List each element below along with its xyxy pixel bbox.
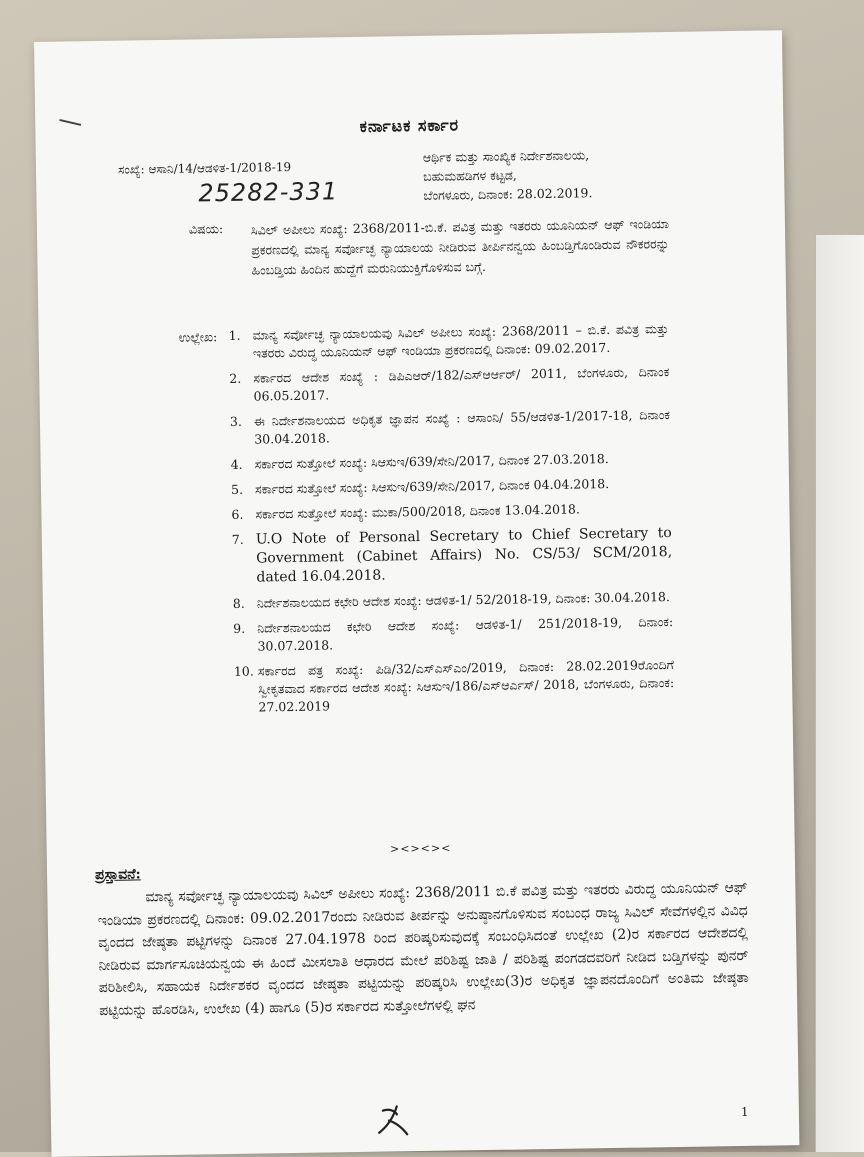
reference-number: 8. bbox=[232, 595, 245, 611]
reference-number: 9. bbox=[233, 620, 246, 636]
reference-item bbox=[231, 449, 671, 474]
reference-number: 1. bbox=[228, 327, 241, 343]
reference-item bbox=[230, 406, 671, 449]
reference-item bbox=[231, 474, 671, 499]
office-date-line: ಬೆಂಗಳೂರು, ದಿನಾಂಕ: 28.02.2019. bbox=[423, 185, 593, 203]
references-list bbox=[229, 320, 675, 724]
reference-text: U.O Note of Personal Secretary to Chief Secretary to Government (Cabinet Affairs) No. CS/53/ SCM/2018, dated 16.04.2018. bbox=[255, 525, 673, 586]
reference-text: ಮಾನ್ಯ ಸರ್ವೋಚ್ಛ ನ್ಯಾಯಾಲಯವು ಸಿವಿಲ್ ಅಪೀಲು ಸಂಖ್ಯೆ: 2368/2011 – ಬಿ.ಕೆ. ಪವಿತ್ರ ಮತ್ತು ಇತರರು ವಿರುದ್ಧ ಯೂನಿಯನ್ ಆಫ್ ಇಂಡಿಯಾ ಪ್ರಕರಣದಲ್ಲಿ ದಿನಾಂಕ: 09.02.2017. bbox=[252, 321, 669, 361]
reference-text: ಸರ್ಕಾರದ ಸುತ್ತೋಲೆ ಸಂಖ್ಯೆ: ಸಿಆಸುಇ/639/ಸೇನಿ/2017, ದಿನಾಂಕ 04.04.2018. bbox=[254, 476, 610, 497]
reference-item bbox=[229, 320, 670, 363]
reference-item bbox=[233, 588, 673, 613]
reference-text: ಸರ್ಕಾರದ ಸುತ್ತೋಲೆ ಸಂಖ್ಯೆ: ಮುಕಾ/500/2018, ದಿನಾಂಕ 13.04.2018. bbox=[255, 501, 581, 522]
office-address bbox=[423, 145, 593, 205]
reference-number: ಸಂಖ್ಯೆ: ಆಸಾನಿ/14/ಆಡಳಿತ-1/2018-19 bbox=[117, 159, 292, 177]
preamble-heading: ಪ್ರಸ್ತಾವನೆ: bbox=[94, 866, 141, 884]
reference-text: ಸರ್ಕಾರದ ಆದೇಶ ಸಂಖ್ಯೆ : ಡಿಪಿಎಆರ್/182/ಎಸ್ಆರ್ಆರ್/ 2011, ಬೆಂಗಳೂರು, ದಿನಾಂಕ 06.05.2017. bbox=[253, 364, 670, 404]
reference-text: ಈ ನಿರ್ದೇಶನಾಲಯದ ಅಧಿಕೃತ ಜ್ಞಾಪನ ಸಂಖ್ಯೆ : ಆಸಾಂನಿ/ 55/ಆಡಳಿತ-1/2017-18, ದಿನಾಂಕ 30.04.2018. bbox=[253, 407, 671, 447]
reference-text: ನಿರ್ದೇಶನಾಲಯದ ಕಛೇರಿ ಆದೇಶ ಸಂಖ್ಯೆ: ಆಡಳಿತ-1/ 52/2018-19, ದಿನಾಂಕ: 30.04.2018. bbox=[256, 589, 671, 611]
references-label: ಉಲ್ಲೇಖ: bbox=[178, 329, 218, 345]
reference-number: 6. bbox=[231, 506, 244, 522]
reference-item bbox=[233, 613, 674, 656]
reference-text: ಸರ್ಕಾರದ ಸುತ್ತೋಲೆ ಸಂಖ್ಯೆ: ಸಿಆಸುಇ/639/ಸೇನಿ/2017, ದಿನಾಂಕ 27.03.2018. bbox=[254, 451, 609, 472]
preamble-text: ಮಾನ್ಯ ಸರ್ವೋಚ್ಛ ನ್ಯಾಯಾಲಯವು ಸಿವಿಲ್ ಅಪೀಲು ಸಂಖ್ಯೆ: 2368/2011 ಬಿ.ಕೆ ಪವಿತ್ರ ಮತ್ತು ಇತರರು ವಿರುದ್ಧ ಯೂನಿಯನ್ ಆಫ್ ಇಂಡಿಯಾ ಪ್ರಕರಣದಲ್ಲಿ ದಿನಾಂಕ: 09.02.2017ರಂದು ನೀಡಿರುವ ತೀರ್ಪನ್ನು ಅನುಷ್ಠಾನಗೊಳಿಸುವ ಸಂಬಂಧ ರಾಜ್ಯ ಸಿವಿಲ್ ಸೇವೆಗಳಲ್ಲಿನ ವಿವಿಧ ವೃಂದದ ಜೇಷ್ಠತಾ ಪಟ್ಟಿಗಳನ್ನು ದಿನಾಂಕ 27.04.1978 ರಿಂದ ಪರಿಷ್ಕರಿಸುವುದಕ್ಕೆ ಸಂಬಂಧಿಸಿದಂತೆ ಉಲ್ಲೇಖ (2)ರ ಸರ್ಕಾರದ ಆದೇಶದಲ್ಲಿ ನೀಡಿರುವ ಮಾರ್ಗಸೂಚಿಯನ್ವಯ ಈ ಹಿಂದೆ ಮೀಸಲಾತಿ ಆಧಾರದ ಮೇಲೆ ಪರಿಶಿಷ್ಟ ಜಾತಿ / ಪರಿಶಿಷ್ಟ ಪಂಗಡದವರಿಗೆ ನೀಡಿದ ಬಡ್ತಿಗಳನ್ನು ಪುನರ್ ಪರಿಶೀಲಿಸಿ, ಸಹಾಯಕ ನಿರ್ದೇಶಕರ ವೃಂದದ ಜೇಷ್ಠತಾ ಪಟ್ಟಿಯನ್ನು ಪರಿಷ್ಕರಿಸಿ ಉಲ್ಲೇಖ(3)ರ ಅಧಿಕೃತ ಜ್ಞಾಪನದೊಂದಿಗೆ ಅಂತಿಮ ಜೇಷ್ಠತಾ ಪಟ್ಟಿಯನ್ನು ಹೊರಡಿಸಿ, ಉಲೇಖ (4) ಹಾಗೂ (5)ರ ಸರ್ಕಾರದ ಸುತ್ತೋಲೆಗಳಲ್ಲಿ ಘನ bbox=[97, 879, 749, 1019]
separator: ><><>< bbox=[389, 841, 452, 856]
reference-text: ನಿರ್ದೇಶನಾಲಯದ ಕಛೇರಿ ಆದೇಶ ಸಂಖ್ಯೆ: ಆಡಳಿತ-1/ 251/2018-19, ದಿನಾಂಕ: 30.07.2018. bbox=[257, 614, 674, 654]
reference-item bbox=[232, 524, 673, 588]
reference-text: ಸರ್ಕಾರದ ಪತ್ರ ಸಂಖ್ಯೆ: ಪಿಡಿ/32/ಎಸ್ಎಸ್ಎಂ/2019, ದಿನಾಂಕ: 28.02.2019ರೊಂದಿಗೆ ಸ್ವೀಕೃತವಾದ ಸರ್ಕಾರದ ಆದೇಶ ಸಂಖ್ಯೆ: ಸಿಆಸುಇ/186/ಎಸ್ಆರ್ಎಸ್/ 2018, ಬೆಂಗಳೂರು, ದಿನಾಂಕ: 27.02.2019 bbox=[257, 657, 675, 715]
office-line: ಬಹುಮಹಡಿಗಳ ಕಟ್ಟಡ, bbox=[423, 167, 517, 184]
reference-number: 7. bbox=[231, 531, 244, 547]
page-number: 1 bbox=[740, 1104, 749, 1120]
reference-item bbox=[231, 499, 671, 524]
reference-number: 5. bbox=[230, 481, 244, 497]
signature-icon bbox=[373, 1096, 414, 1139]
document-page bbox=[34, 30, 799, 1157]
subject-label: ವಿಷಯ: bbox=[188, 221, 224, 237]
reference-number: 4. bbox=[230, 456, 243, 472]
reference-number: 3. bbox=[229, 413, 243, 429]
reference-item bbox=[229, 363, 670, 406]
office-line: ಆರ್ಥಿಕ ಮತ್ತು ಸಾಂಖ್ಯಿಕ ನಿರ್ದೇಶನಾಲಯ, bbox=[422, 147, 590, 165]
reference-number: 10. bbox=[233, 663, 254, 679]
reference-item bbox=[234, 656, 675, 717]
document-heading: ಕರ್ನಾಟಕ ಸರ್ಕಾರ bbox=[359, 115, 460, 136]
desk-background bbox=[815, 235, 864, 1152]
handwritten-number: 25282-331 bbox=[198, 177, 339, 208]
subject-text: ಸಿವಿಲ್ ಅಪೀಲು ಸಂಖ್ಯೆ: 2368/2011-ಬಿ.ಕೆ. ಪವಿತ್ರ ಮತ್ತು ಇತರರು ಯೂನಿಯನ್ ಆಫ್ ಇಂಡಿಯಾ ಪ್ರಕರಣದಲ್ಲಿ ಮಾನ್ಯ ಸರ್ವೋಚ್ಛ ನ್ಯಾಯಾಲಯ ನೀಡಿರುವ ತೀರ್ಪಿನನ್ವಯ ಹಿಂಬಡ್ತಿಗೊಂಡಿರುವ ನೌಕರರನ್ನು ಹಿಂಬಡ್ತಿಯ ಹಿಂದಿನ ಹುದ್ದೆಗೆ ಮರುನಿಯುಕ್ತಿಗೊಳಿಸುವ ಬಗ್ಗೆ. bbox=[250, 216, 670, 278]
reference-number: 2. bbox=[229, 370, 242, 386]
